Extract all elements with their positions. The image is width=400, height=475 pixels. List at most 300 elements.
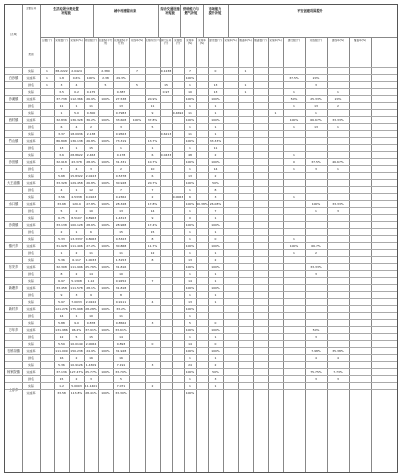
- table-cell: 36.2%: [86, 118, 96, 122]
- table-cell: 8.5107: [71, 216, 82, 220]
- table-cell: 0.8963: [85, 216, 97, 220]
- table-cell: 113.8%: [70, 391, 83, 395]
- row-label: 实际: [27, 111, 34, 115]
- table-cell: 33.458: [56, 286, 67, 290]
- table-cell: 1: [214, 356, 217, 360]
- table-cell: 1.5153: [115, 258, 127, 262]
- row-label: 实际: [27, 384, 34, 388]
- table-cell: 100%: [132, 118, 142, 122]
- group-5-title: 市场能力 提升补短: [208, 7, 222, 15]
- table-cell: 0.5378: [115, 174, 127, 178]
- table-cell: 1: [214, 216, 217, 220]
- column-header: 完成数(个): [309, 39, 323, 42]
- table-cell: 100%: [211, 349, 220, 353]
- table-cell: 13: [59, 146, 64, 150]
- table-cell: 24.9%: [86, 349, 96, 353]
- table-cell: 1: [214, 279, 217, 283]
- table-cell: 66.67%: [310, 118, 322, 122]
- table-cell: 5: [60, 209, 63, 213]
- table-cell: 13.7%: [147, 139, 158, 143]
- table-cell: 3: [214, 195, 217, 199]
- column-header: 建设数(个): [287, 39, 301, 42]
- table-cell: 1: [293, 104, 295, 108]
- table-cell: 73.319: [115, 139, 127, 143]
- table-cell: 1: [337, 167, 339, 171]
- table-cell: 96.2%: [71, 328, 82, 332]
- table-row: [5, 389, 397, 397]
- table-cell: [238, 390, 253, 397]
- table-cell: 7.73%: [333, 370, 343, 374]
- row-label: 完成率: [26, 160, 36, 164]
- table-cell: 1: [214, 384, 217, 388]
- table-cell: 8: [151, 258, 154, 262]
- table-cell: 33.33%: [310, 265, 322, 269]
- table-cell: [160, 390, 172, 397]
- table-cell: 33.68: [57, 202, 66, 206]
- column-header: 覆盖率(%): [353, 39, 367, 42]
- row-label: 排名: [27, 188, 34, 192]
- table-cell: 1: [293, 153, 295, 157]
- table-cell: 13: [119, 209, 123, 213]
- table-cell: 1: [337, 90, 339, 94]
- table-cell: 11: [213, 146, 218, 150]
- table-cell: 50%: [212, 181, 219, 185]
- table-cell: 1: [214, 251, 217, 255]
- row-label: 完成率: [26, 265, 36, 269]
- column-header: 完成率(%): [224, 39, 237, 42]
- table-cell: 25.76%: [85, 265, 97, 269]
- table-cell: 50%: [212, 370, 219, 374]
- table-cell: 1: [46, 83, 48, 87]
- table-cell: 20%: [334, 97, 342, 101]
- table-cell: 11: [119, 251, 123, 255]
- table-cell: 4: [315, 356, 317, 360]
- table-cell: 15: [89, 335, 93, 339]
- table-cell: 33.61%: [115, 328, 127, 332]
- table-cell: 1: [214, 104, 217, 108]
- table-cell: 100%: [289, 118, 299, 122]
- table-cell: 112.366: [70, 97, 83, 101]
- table-cell: 1: [214, 111, 217, 115]
- table-cell: 3: [337, 209, 339, 213]
- table-cell: 33.138: [56, 223, 67, 227]
- table-cell: 2: [90, 125, 92, 129]
- row-label: 排名: [27, 314, 34, 318]
- table-cell: 12: [150, 251, 155, 255]
- table-cell: 0.2362: [115, 195, 127, 199]
- table-cell: 0: [293, 160, 295, 164]
- row-label: 排名: [27, 272, 34, 276]
- table-cell: 1: [189, 237, 191, 241]
- table-cell: 14: [150, 209, 155, 213]
- table-cell: 11.7%: [147, 244, 158, 248]
- table-cell: 12: [89, 188, 93, 192]
- column-header: 拆迁任务(个): [160, 39, 172, 45]
- table-cell: 13: [188, 174, 192, 178]
- table-cell: 10: [119, 272, 123, 276]
- table-cell: 1: [337, 125, 339, 129]
- table-cell: 1: [189, 377, 191, 381]
- table-cell: 38.2222: [55, 69, 68, 73]
- table-cell: 1: [189, 230, 191, 234]
- table-cell: 2: [75, 209, 78, 213]
- table-cell: 15: [59, 377, 64, 381]
- table-cell: 35.38%: [332, 349, 344, 353]
- table-cell: 1: [293, 251, 295, 255]
- table-cell: 10: [89, 209, 93, 213]
- table-cell: 100%: [185, 181, 195, 185]
- table-cell: 14: [188, 342, 192, 346]
- row-label: 完成率: [26, 202, 36, 206]
- table-cell: 28.1%: [86, 286, 96, 290]
- table-cell: 15: [119, 230, 123, 234]
- table-cell: 120.9: [72, 202, 81, 206]
- table-cell: 1: [214, 132, 217, 136]
- table-cell: 13: [188, 300, 192, 304]
- table-cell: 50%: [290, 97, 298, 101]
- table-cell: 15: [89, 146, 93, 150]
- table-cell: 100%: [185, 118, 195, 122]
- table-cell: 0.0063: [172, 195, 184, 199]
- table-cell: 1: [75, 314, 78, 318]
- table-cell: 3: [151, 363, 154, 367]
- row-label: 实际: [27, 363, 34, 367]
- table-cell: 100%: [86, 76, 96, 80]
- table-cell: 9: [90, 293, 92, 297]
- table-cell: 129.458: [70, 181, 83, 185]
- table-cell: 13: [314, 104, 318, 108]
- table-cell: 1.0033: [85, 258, 97, 262]
- table-cell: 32.918: [56, 160, 67, 164]
- table-cell: 5.36: [58, 258, 65, 262]
- table-cell: 66.7%: [311, 244, 321, 248]
- table-cell: 4.5338: [71, 195, 82, 199]
- table-cell: 28.28%: [85, 307, 97, 311]
- group-2-title: 城中村清除出来: [113, 9, 137, 13]
- table-cell: 7.191: [116, 363, 126, 367]
- table-cell: 3: [90, 167, 92, 171]
- table-cell: 33.30%: [115, 391, 127, 395]
- table-cell: 100%: [101, 181, 110, 185]
- table-cell: 33.33%: [332, 202, 344, 206]
- column-header: 完成率(%): [130, 39, 144, 42]
- table-cell: 6.117: [72, 258, 81, 262]
- table-cell: 100%: [101, 97, 110, 101]
- row-label: 实际: [27, 69, 34, 73]
- table-cell: 3.56: [58, 195, 65, 199]
- column-header: 总面积(平方米): [98, 39, 113, 45]
- region-cell: 沙田镇: [5, 151, 23, 172]
- table-cell: 7: [214, 209, 217, 213]
- column-header: 完成率(%): [70, 39, 83, 42]
- table-cell: 7: [60, 167, 63, 171]
- table-cell: 5.88: [58, 321, 65, 325]
- table-cell: 1.2: [59, 384, 64, 388]
- table-cell: 1: [244, 83, 247, 87]
- table-cell: 100%: [185, 76, 195, 80]
- table-cell: 3: [151, 321, 154, 325]
- table-cell: [40, 390, 54, 397]
- table-cell: 1: [189, 356, 191, 360]
- table-cell: 17.4%: [147, 223, 158, 227]
- table-cell: 0.9252: [115, 279, 127, 283]
- row-label: 排名: [27, 251, 34, 255]
- table-cell: 14: [213, 167, 218, 171]
- table-cell: 100%: [289, 244, 299, 248]
- table-cell: 3: [315, 167, 317, 171]
- table-cell: 1: [189, 104, 191, 108]
- table-cell: 1: [189, 384, 191, 388]
- table-cell: 1: [315, 209, 317, 213]
- column-header: 完成率(%): [198, 39, 206, 45]
- table-cell: 15: [150, 230, 155, 234]
- table-cell: 8: [214, 188, 217, 192]
- table-cell: 16: [59, 356, 64, 360]
- grid-line: [203, 5, 204, 37]
- table-cell: 28.968: [115, 223, 127, 227]
- table-cell: 136.328: [70, 118, 83, 122]
- table-cell: 1: [189, 272, 191, 276]
- table-cell: 0.4692: [172, 111, 184, 115]
- table-cell: 37.5%: [311, 160, 321, 164]
- table-cell: 1: [189, 314, 191, 318]
- table-cell: 26.8%: [86, 181, 96, 185]
- row-label: 排名: [27, 83, 34, 87]
- table-cell: 3: [337, 377, 339, 381]
- row-label: 完成率: [26, 328, 36, 332]
- table-cell: 13: [213, 90, 218, 94]
- table-cell: 11: [59, 104, 64, 108]
- table-cell: 7: [189, 69, 191, 73]
- table-cell: 12: [59, 335, 64, 339]
- table-cell: 27.2%: [86, 244, 96, 248]
- column-header: 覆盖率(%): [239, 39, 252, 42]
- group-1-title: 生活垃圾分类处置 补短板: [53, 7, 79, 15]
- table-cell: 100%: [101, 391, 110, 395]
- table-cell: 0.175: [86, 90, 96, 94]
- table-cell: 1: [189, 167, 191, 171]
- row-label: 实际: [27, 321, 34, 325]
- table-cell: 2: [214, 363, 217, 367]
- table-cell: 11.1401: [84, 384, 98, 388]
- group-3-title: 综合交通设施 补短板: [160, 7, 180, 15]
- table-cell: 1: [189, 83, 191, 87]
- table-cell: 100%: [101, 286, 110, 290]
- table-cell: [208, 390, 223, 397]
- region-cell: 新塘乡: [5, 277, 23, 298]
- row-label: 完成率: [26, 181, 36, 185]
- table-cell: 5: [136, 83, 138, 87]
- region-cell: 镇兴乡: [5, 235, 23, 256]
- row-label: 排名: [27, 146, 34, 150]
- table-cell: 50.38%: [196, 202, 208, 206]
- table-cell: 28.9%: [86, 160, 96, 164]
- column-header: 总数(个): [42, 39, 52, 42]
- table-cell: 121.276: [55, 307, 68, 311]
- table-cell: 2: [315, 251, 317, 255]
- table-cell: 5.59: [58, 342, 65, 346]
- table-cell: 2: [75, 251, 78, 255]
- table-cell: 5: [104, 83, 107, 87]
- table-cell: 2: [75, 377, 78, 381]
- row-label: 排名: [27, 356, 34, 360]
- table-cell: 1: [214, 335, 217, 339]
- table-cell: 33.33%: [332, 118, 344, 122]
- table-cell: 26.8%: [86, 139, 96, 143]
- table-cell: 30.928: [115, 181, 127, 185]
- table-cell: 6: [151, 153, 154, 157]
- table-cell: 33.58: [57, 391, 66, 395]
- row-label: 实际: [27, 342, 34, 346]
- table-cell: 1: [214, 125, 217, 129]
- table-cell: 28.6%: [86, 223, 96, 227]
- table-cell: 5.36: [58, 363, 65, 367]
- row-label: 实际: [27, 153, 34, 157]
- table-cell: 111.578: [70, 286, 83, 290]
- table-cell: 37.91%: [85, 328, 97, 332]
- table-cell: 1: [151, 146, 154, 150]
- row-label: 排名: [27, 167, 34, 171]
- table-cell: 7.98%: [311, 349, 321, 353]
- table-cell: 1: [75, 188, 78, 192]
- table-cell: 1: [293, 167, 295, 171]
- table-cell: 2: [75, 272, 78, 276]
- header-region: 区域: [10, 33, 17, 36]
- table-cell: 0.2: [74, 90, 79, 94]
- table-cell: 9: [60, 293, 63, 297]
- table-cell: 2.0222: [85, 300, 97, 304]
- table-cell: 8: [151, 237, 154, 241]
- table-cell: 48: [188, 153, 192, 157]
- table-cell: 7.071: [116, 384, 126, 388]
- table-cell: 2: [120, 167, 122, 171]
- table-cell: 0.7983: [115, 111, 127, 115]
- table-cell: 31.816: [115, 265, 127, 269]
- table-cell: 6: [60, 125, 63, 129]
- row-label: 完成率: [26, 349, 36, 353]
- table-cell: 8: [120, 293, 122, 297]
- table-cell: 11: [119, 314, 123, 318]
- table-cell: 75.75%: [310, 370, 322, 374]
- row-label: 实际: [27, 237, 34, 241]
- table-cell: 24: [188, 363, 192, 367]
- table-cell: 27.8%: [86, 202, 96, 206]
- region-cell: 大王庙镇: [5, 172, 23, 193]
- region-cell: 西村镇: [5, 109, 23, 130]
- table-cell: 100%: [101, 349, 110, 353]
- table-cell: 5.97: [58, 300, 65, 304]
- table-cell: [253, 390, 268, 397]
- table-cell: [129, 390, 145, 397]
- row-label: 完成率: [26, 139, 36, 143]
- table-cell: 150.238: [70, 349, 83, 353]
- table-cell: 100%: [101, 244, 110, 248]
- table-cell: 28.8622: [70, 153, 83, 157]
- table-cell: 11: [89, 104, 93, 108]
- table-cell: 100%: [185, 391, 195, 395]
- table-cell: 111.406: [70, 244, 83, 248]
- table-cell: 100%: [185, 265, 195, 269]
- column-header: 完成拆迁(户): [145, 39, 160, 42]
- table-cell: 100%: [311, 202, 321, 206]
- table-cell: 4: [75, 167, 78, 171]
- table-cell: 0.8562: [115, 321, 127, 325]
- table-cell: [268, 390, 283, 397]
- table-cell: 2.0424: [71, 69, 82, 73]
- table-cell: 28.328: [115, 202, 127, 206]
- region-cell: 水口镇: [5, 193, 23, 214]
- table-cell: 0.300: [86, 111, 96, 115]
- table-cell: 2.0223: [85, 174, 97, 178]
- table-cell: [172, 390, 184, 397]
- row-label: 实际: [27, 216, 34, 220]
- table-cell: 2: [214, 258, 217, 262]
- row-label: 完成率: [26, 286, 36, 290]
- row-label: 实际: [27, 174, 34, 178]
- table-cell: 1: [75, 146, 78, 150]
- table-cell: 27.538: [115, 97, 127, 101]
- table-cell: 3.37: [58, 132, 65, 136]
- table-cell: 2.380: [101, 69, 110, 73]
- grid-line: [180, 5, 181, 37]
- table-cell: 1: [293, 237, 295, 241]
- column-header: 完成率(%): [186, 39, 194, 45]
- table-cell: 100%: [185, 328, 195, 332]
- table-cell: 5.68: [58, 174, 65, 178]
- table-cell: 1: [189, 251, 191, 255]
- table-cell: 17.8%: [147, 202, 158, 206]
- table-cell: 86.898: [56, 139, 67, 143]
- table-cell: 100%: [185, 307, 195, 311]
- table-cell: 0.97: [162, 90, 170, 94]
- table-cell: 2: [60, 230, 63, 234]
- table-cell: 33.328: [56, 181, 67, 185]
- table-cell: 2.0064: [85, 342, 97, 346]
- table-cell: 50%: [312, 328, 320, 332]
- table-cell: 13: [188, 258, 192, 262]
- table-cell: 11: [188, 132, 192, 136]
- table-cell: 0.9111: [115, 300, 127, 304]
- table-cell: 32.308: [56, 265, 67, 269]
- table-cell: 0: [189, 216, 191, 220]
- table-cell: 2: [151, 195, 154, 199]
- table-cell: 7: [151, 188, 154, 192]
- table-cell: 15.8322: [70, 174, 83, 178]
- table-cell: 1: [293, 90, 295, 94]
- table-cell: 100%: [211, 244, 220, 248]
- table-cell: 0.6%: [72, 76, 81, 80]
- column-header: 完成数(个): [55, 39, 68, 42]
- region-cell: 土浮乡: [5, 382, 23, 396]
- table-cell: 127.47%: [69, 370, 84, 374]
- region-cell: 东安乡: [5, 256, 23, 277]
- table-cell: 1: [189, 188, 191, 192]
- row-label: 实际: [27, 132, 34, 136]
- table-cell: 3: [315, 83, 317, 87]
- table-cell: 1: [315, 111, 317, 115]
- table-cell: 4: [75, 125, 78, 129]
- grid-line: [158, 5, 159, 37]
- region-cell: 杨家院镇: [5, 361, 23, 382]
- table-cell: 1: [60, 111, 63, 115]
- table-cell: 25.33%: [310, 97, 322, 101]
- table-cell: 111.009: [55, 349, 68, 353]
- table-cell: 5: [120, 377, 122, 381]
- table-cell: 100%: [185, 97, 195, 101]
- table-cell: 0: [151, 342, 154, 346]
- table-cell: 1: [244, 69, 247, 73]
- table-cell: 33.608: [115, 118, 127, 122]
